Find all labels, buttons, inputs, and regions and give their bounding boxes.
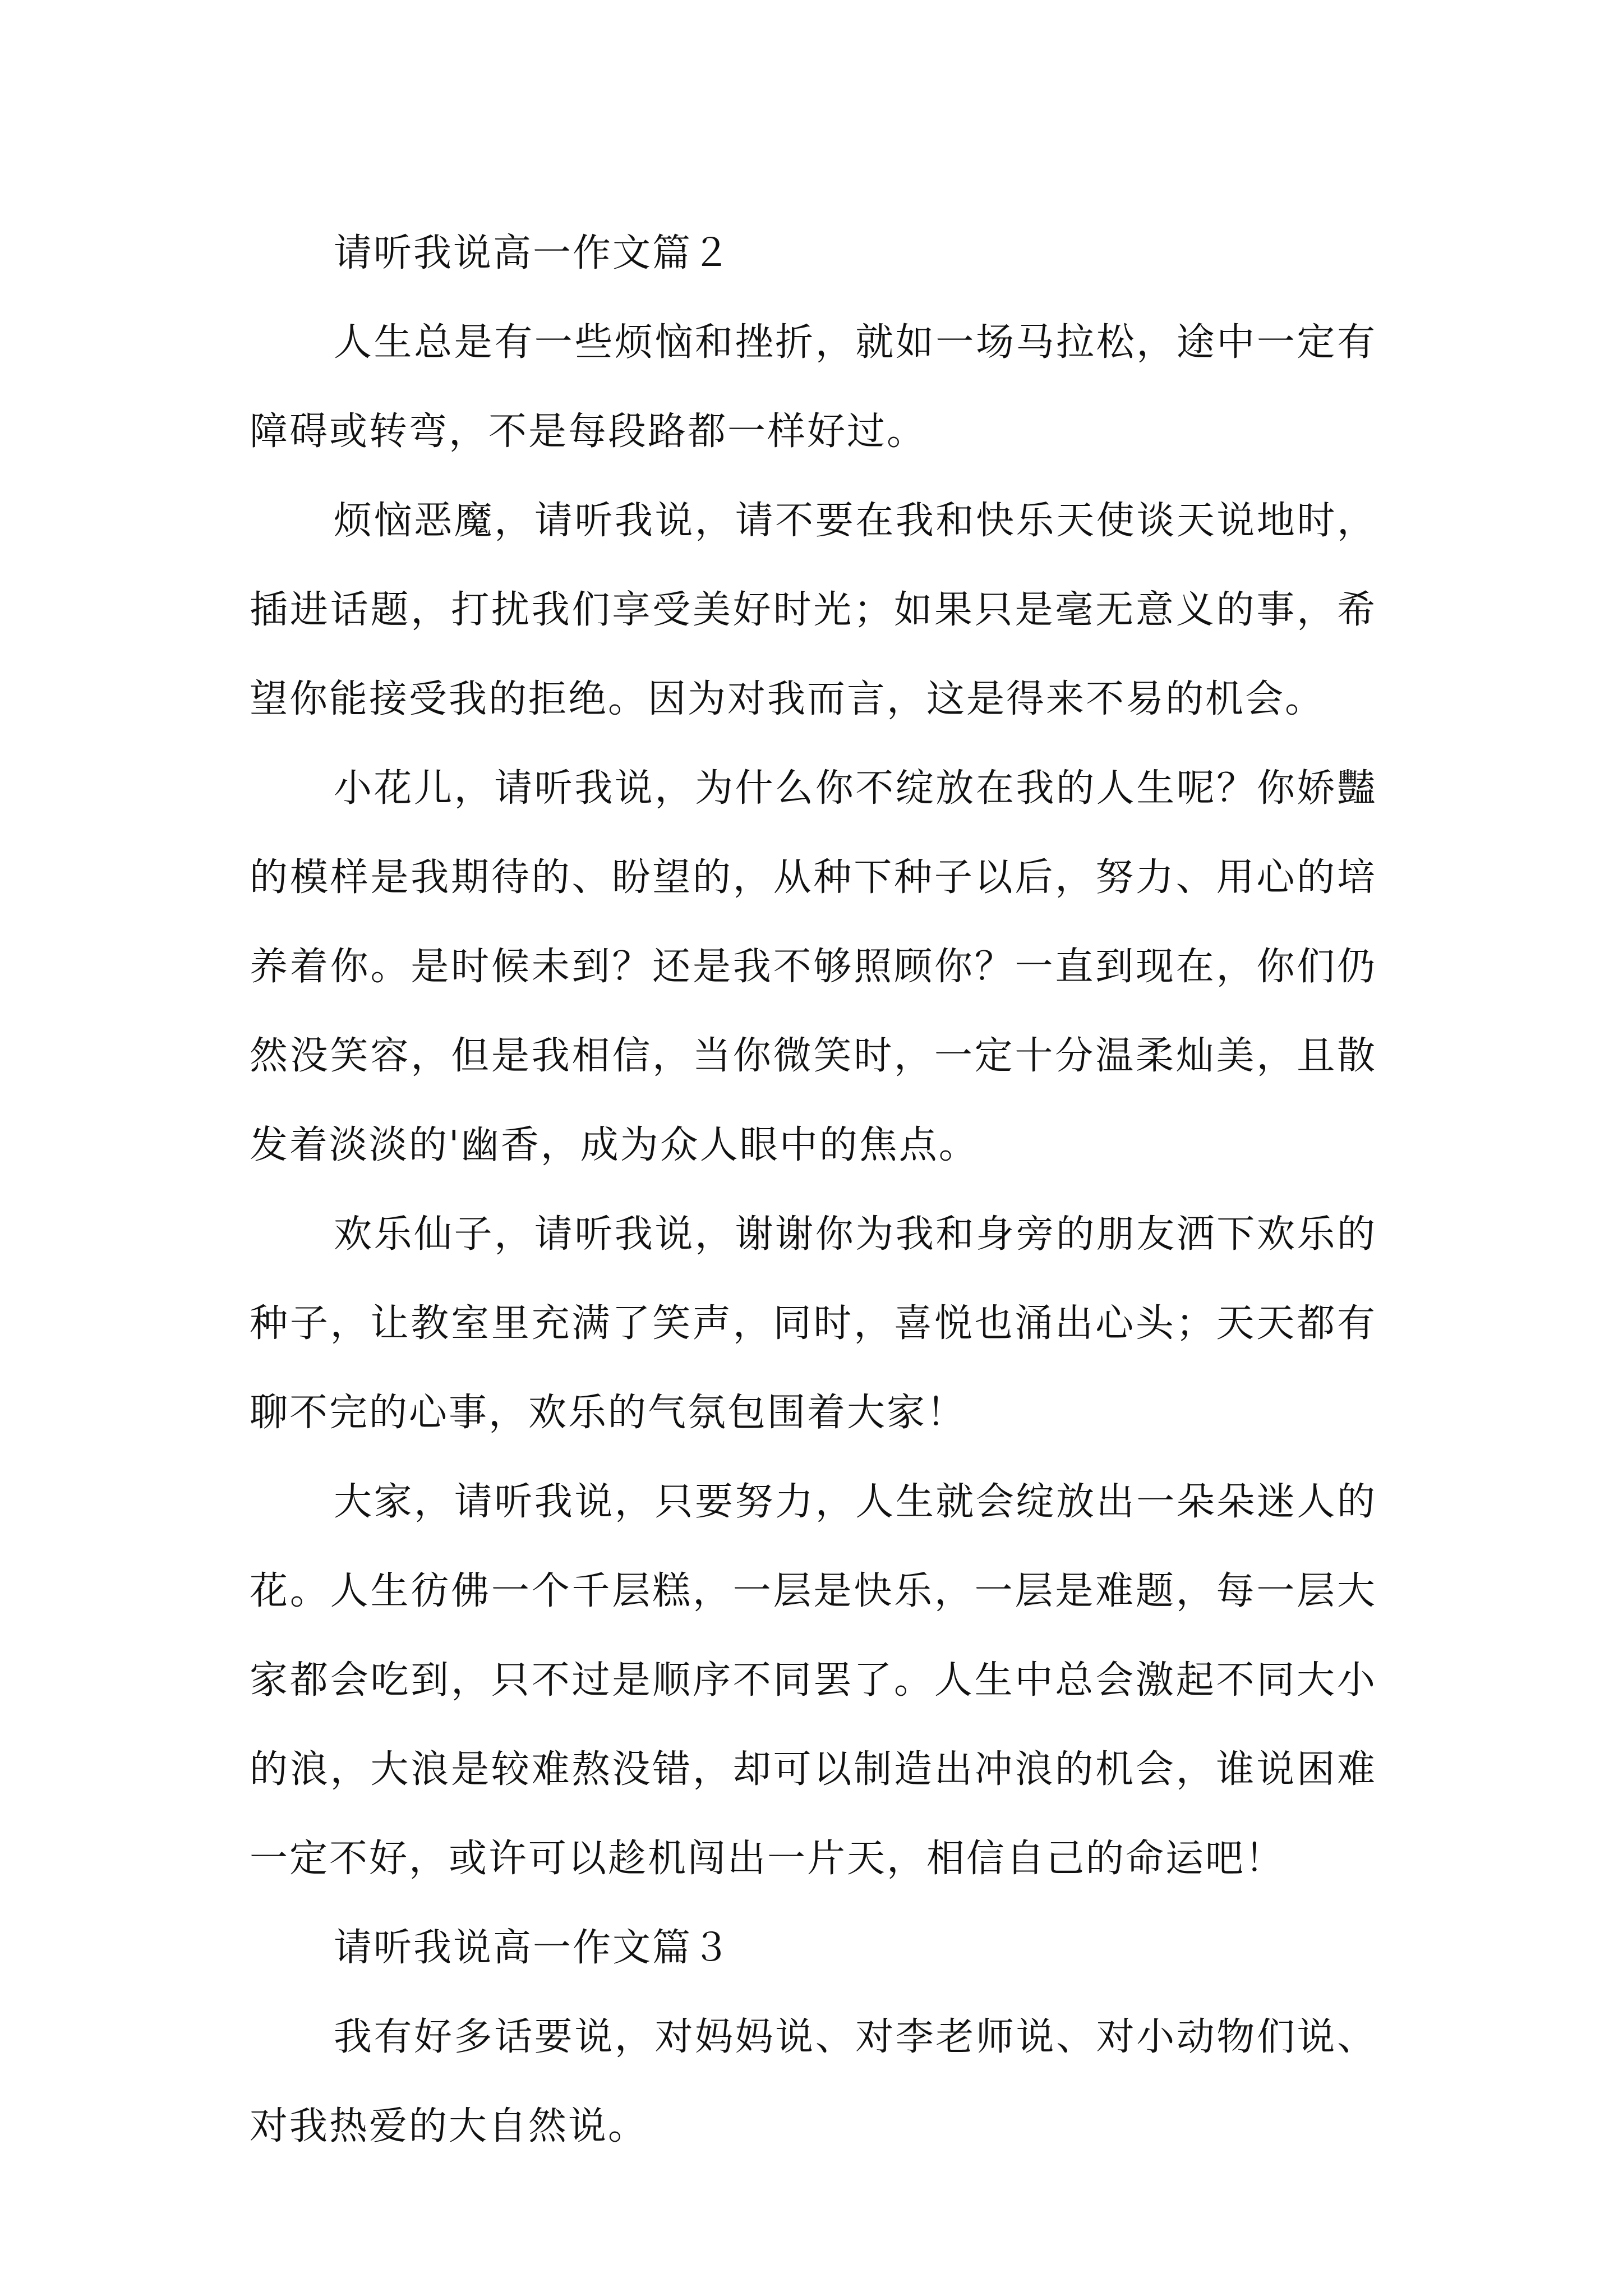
paragraph-intro: 人生总是有一些烦恼和挫折，就如一场马拉松，途中一定有障碍或转弯，不是每段路都一样好过。 <box>250 320 1377 454</box>
section-heading-3: 请听我说高一作文篇３ <box>334 1926 732 1970</box>
paragraph-joy-fairy: 欢乐仙子，请听我说，谢谢你为我和身旁的朋友洒下欢乐的种子，让教室里充满了笑声，同时，喜悦也涌出心头；天天都有聊不完的心事，欢乐的气氛包围着大家！ <box>250 1212 1377 1435</box>
paragraph-little-flower: 小花儿，请听我说，为什么你不绽放在我的人生呢？你娇豔的模样是我期待的、盼望的，从种下种子以后，努力、用心的培养着你。是时候未到？还是我不够照顾你？一直到现在，你们仍然没笑容，但是我相信，当你微笑时，一定十分温柔灿美，且散发着淡淡的'幽香，成为众人眼中的焦点。 <box>250 766 1377 1167</box>
paragraph-everyone: 大家，请听我说，只要努力，人生就会绽放出一朵朵迷人的花。人生彷佛一个千层糕，一层是快乐，一层是难题，每一层大家都会吃到，只不过是顺序不同罢了。人生中总会激起不同大小的浪，大浪是较难熬没错，却可以制造出冲浪的机会，谁说困难一定不好，或许可以趁机闯出一片天，相信自己的命运吧！ <box>250 1480 1377 1881</box>
document-body <box>250 209 1377 2171</box>
paragraph-worry-demon: 烦恼恶魔，请听我说，请不要在我和快乐天使谈天说地时，插进话题，打扰我们享受美好时光；如果只是毫无意义的事，希望你能接受我的拒绝。因为对我而言，这是得来不易的机会。 <box>250 499 1377 721</box>
paragraph-many-words: 我有好多话要说，对妈妈说、对李老师说、对小动物们说、对我热爱的大自然说。 <box>250 2015 1377 2148</box>
section-heading-2: 请听我说高一作文篇２ <box>334 231 732 275</box>
